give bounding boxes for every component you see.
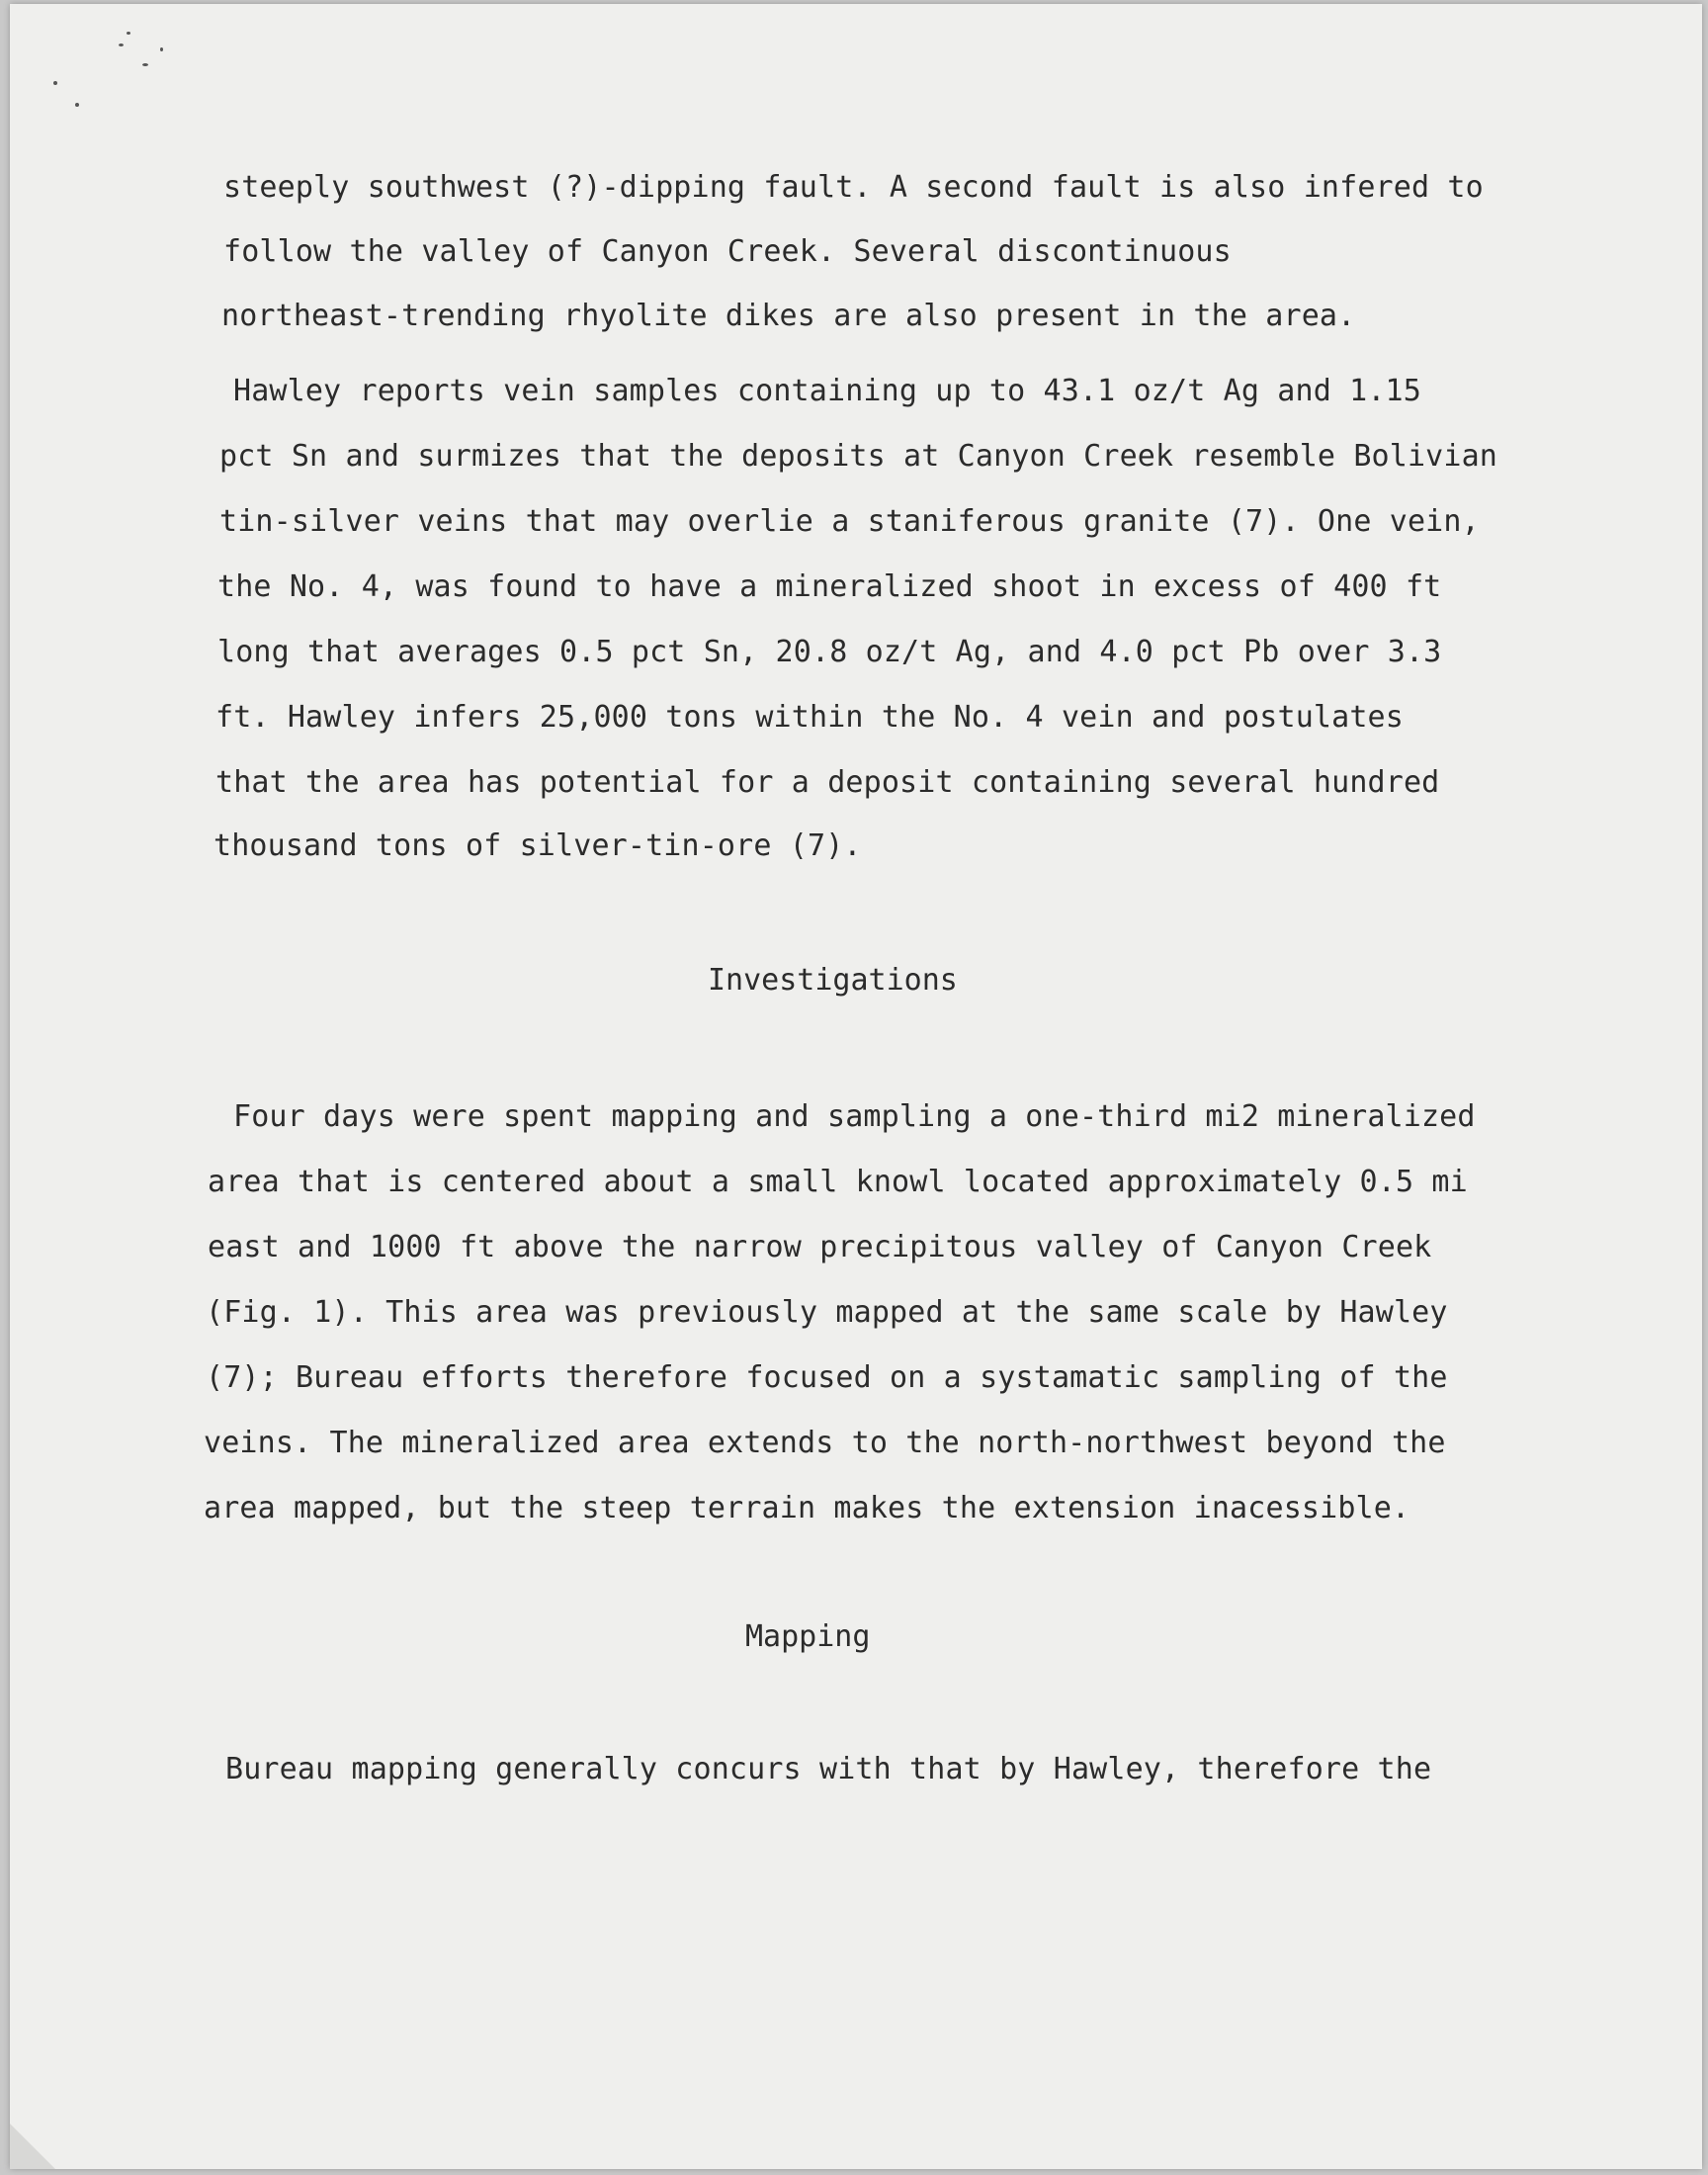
text-line: thousand tons of silver-tin-ore (7). — [214, 828, 862, 863]
text-line: that the area has potential for a deposit containing several hundred — [215, 765, 1440, 800]
scan-speck — [75, 103, 79, 107]
text-line: pct Sn and surmizes that the deposits at Canyon Creek resemble Bolivian — [219, 439, 1498, 474]
text-line: ft. Hawley infers 25,000 tons within the No. 4 vein and postulates — [215, 700, 1404, 735]
text-line: veins. The mineralized area extends to the north-northwest beyond the — [204, 1426, 1446, 1460]
document-page — [10, 4, 1702, 2169]
scan-speck — [127, 32, 130, 35]
text-line: (7); Bureau efforts therefore focused on a systamatic sampling of the — [206, 1360, 1448, 1395]
text-line: the No. 4, was found to have a mineralized shoot in excess of 400 ft — [217, 569, 1442, 604]
text-line: Four days were spent mapping and sampling a one-third mi2 mineralized — [233, 1099, 1476, 1134]
scan-speck — [142, 63, 148, 66]
scan-speck — [53, 81, 57, 85]
text-line: Bureau mapping generally concurs with that by Hawley, therefore the — [225, 1752, 1432, 1786]
scan-speck — [160, 47, 163, 51]
text-line: northeast-trending rhyolite dikes are also present in the area. — [221, 299, 1356, 333]
text-line: (Fig. 1). This area was previously mapped at the same scale by Hawley — [206, 1295, 1448, 1330]
text-line: area that is centered about a small knowl located approximately 0.5 mi — [208, 1165, 1468, 1199]
text-line: area mapped, but the steep terrain makes the extension inacessible. — [204, 1491, 1410, 1525]
scan-speck — [119, 44, 124, 46]
section-heading-mapping: Mapping — [745, 1619, 871, 1654]
text-line: east and 1000 ft above the narrow precipitous valley of Canyon Creek — [208, 1230, 1432, 1264]
text-line: follow the valley of Canyon Creek. Several discontinuous — [223, 234, 1232, 269]
section-heading-investigations: Investigations — [708, 963, 958, 998]
text-line: tin-silver veins that may overlie a staniferous granite (7). One vein, — [219, 504, 1480, 539]
text-line: Hawley reports vein samples containing up to 43.1 oz/t Ag and 1.15 — [233, 374, 1421, 408]
text-line: long that averages 0.5 pct Sn, 20.8 oz/t Ag, and 4.0 pct Pb over 3.3 — [217, 635, 1442, 669]
text-line: steeply southwest (?)-dipping fault. A second fault is also infered to — [223, 170, 1484, 205]
page-corner-fold — [10, 2124, 55, 2169]
